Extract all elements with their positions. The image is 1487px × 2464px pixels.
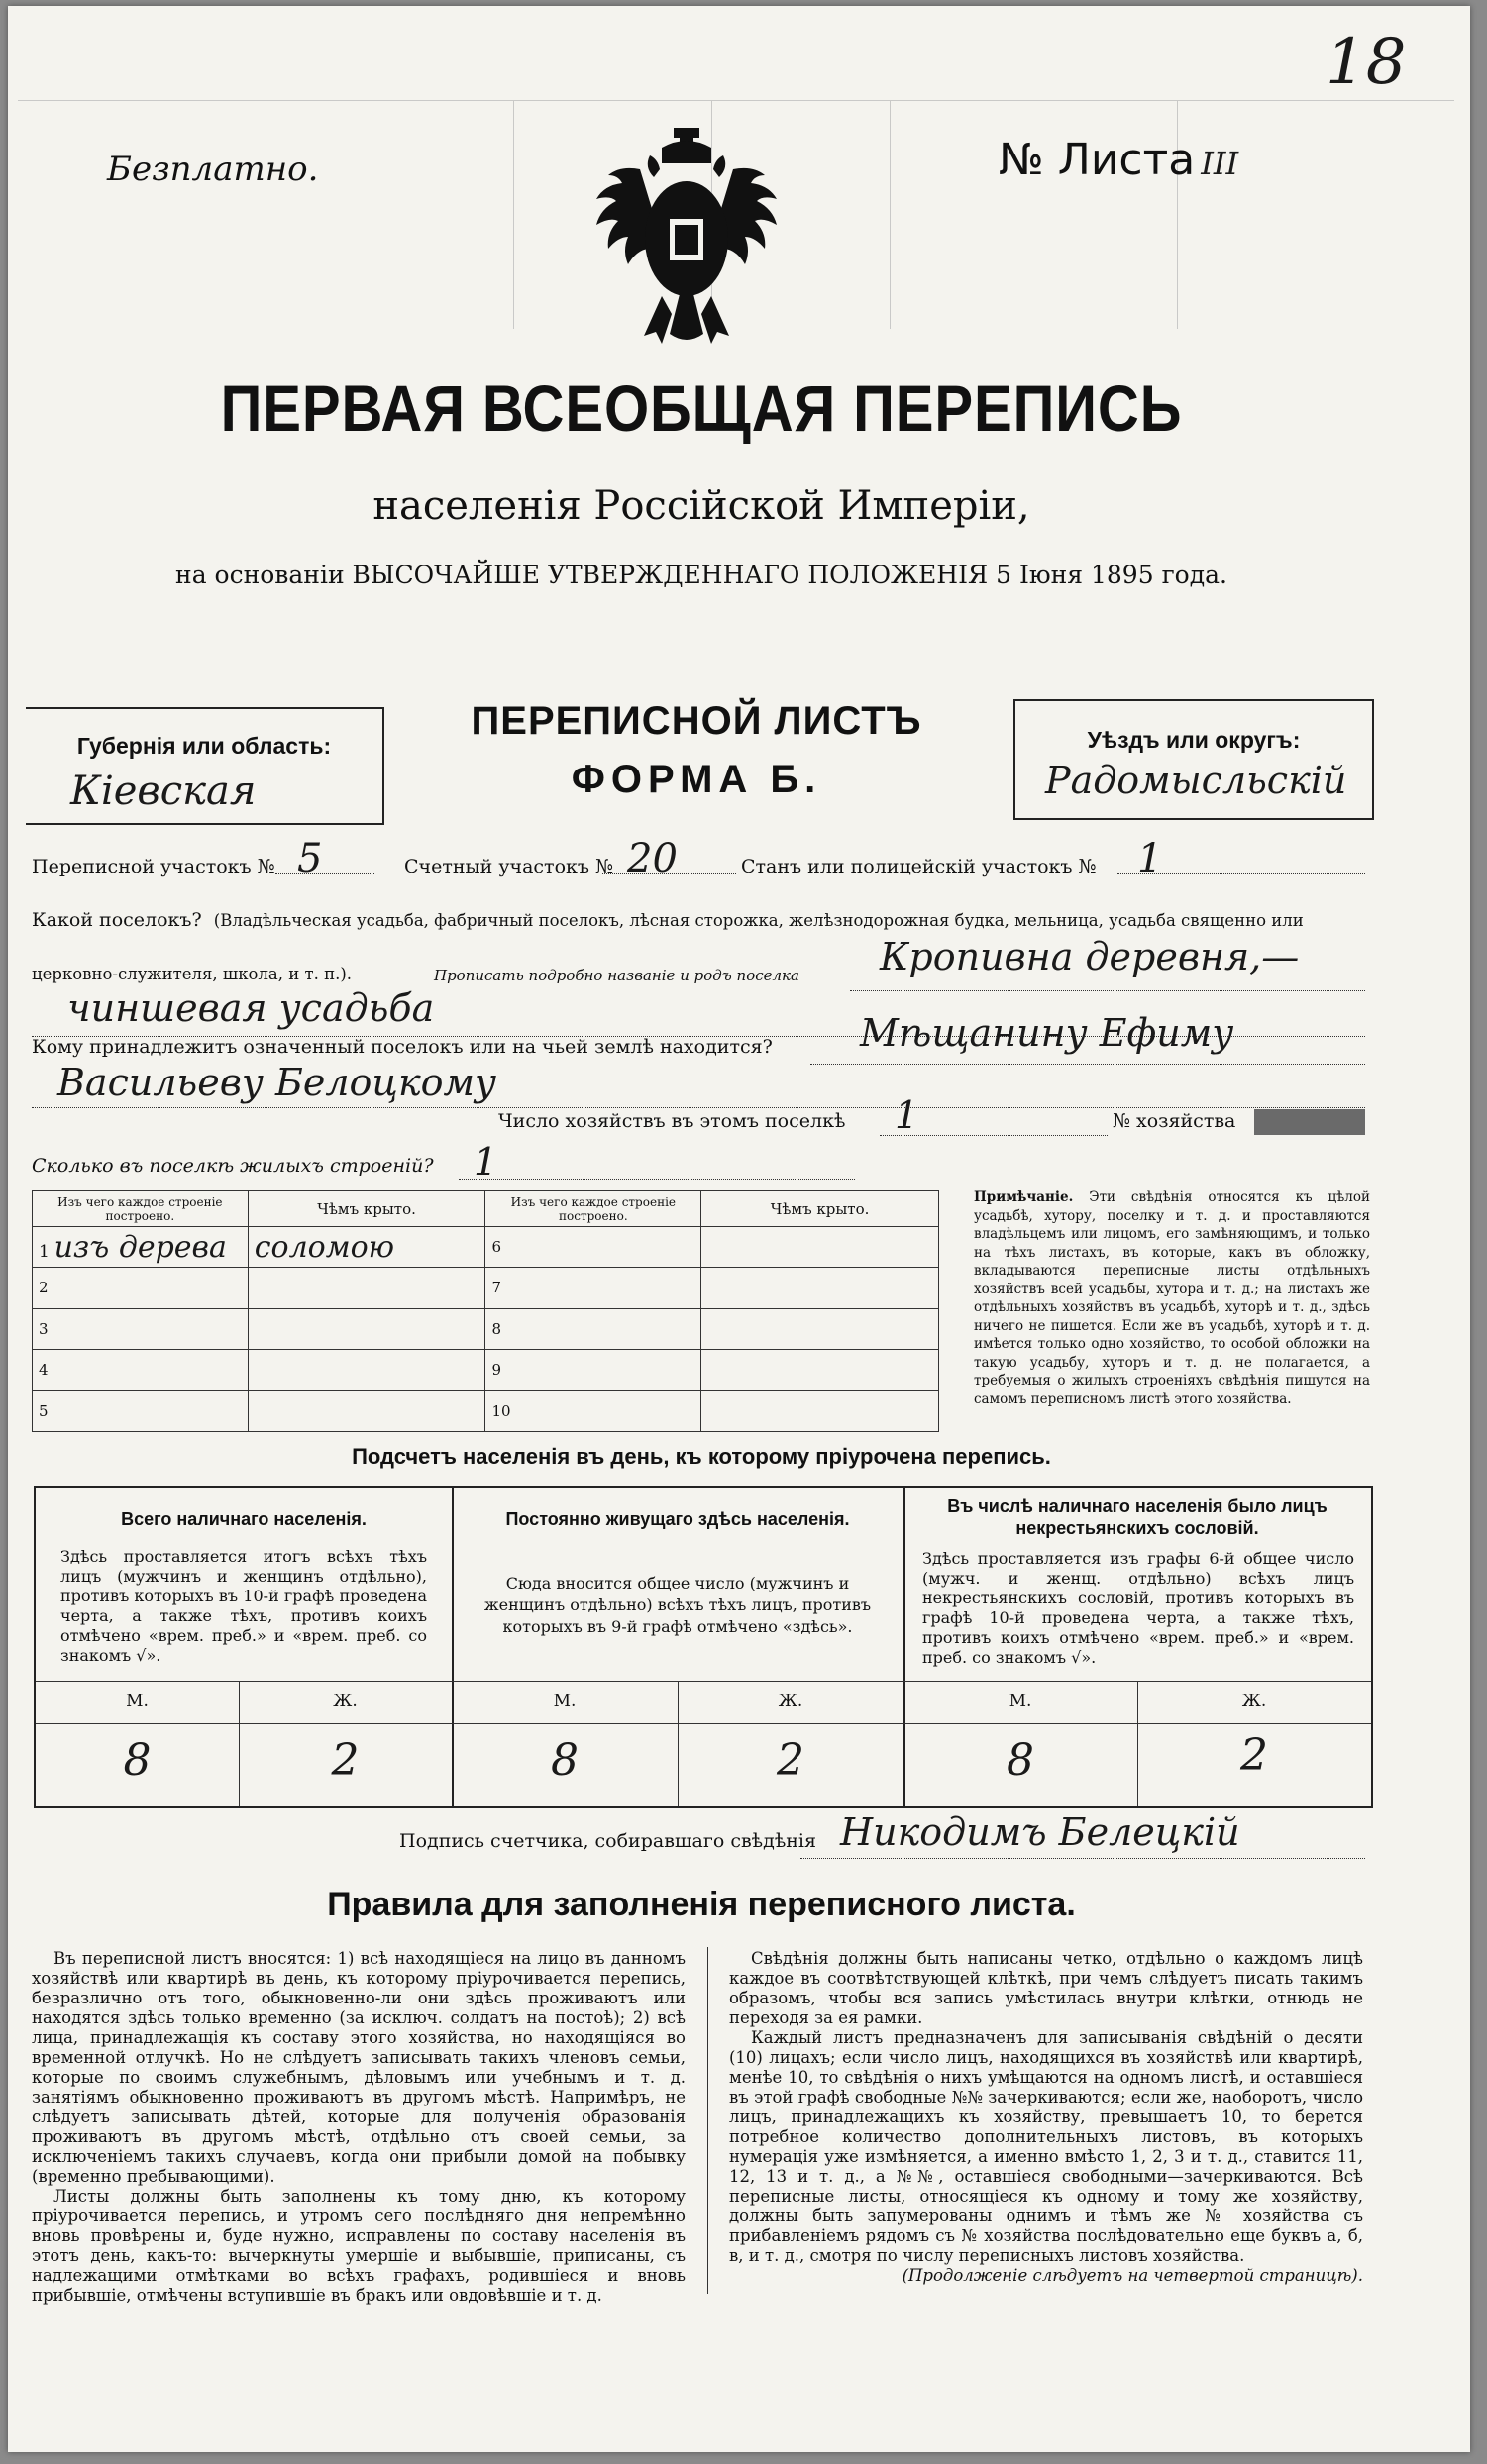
district-box	[1013, 699, 1374, 820]
total-present-female: 2	[331, 1735, 360, 1786]
col-built-from-2: Изъ чего каждое строеніе построено.	[485, 1191, 701, 1227]
non-peasant-female: 2	[1240, 1730, 1268, 1781]
col2-m-label: М.	[1009, 1692, 1032, 1711]
rules-divider	[707, 1947, 708, 2294]
col2-f-label: Ж.	[1241, 1692, 1267, 1711]
census-legal-basis: на основаніи ВЫСОЧАЙШЕ УТВЕРЖДЕННАГО ПОЛОЖЕНІЯ 5 Іюня 1895 года.	[175, 561, 1227, 589]
free-of-charge-label: Безплатно.	[107, 150, 319, 189]
total-present-desc: Здѣсь проставляется итогъ всѣхъ тѣхъ лицъ (мужчинъ и женщинъ отдѣльно), противъ которыхъ въ 10-й графѣ проведена черта, а также тѣхъ, противъ коихъ отмѣчено «врем. преб.» и «врем. преб. со знакомъ √».	[60, 1547, 427, 1665]
rules-title: Правила для заполненія переписного листа.	[327, 1886, 1076, 1923]
dwellings-label: Сколько въ поселкѣ жилыхъ строеній?	[32, 1155, 434, 1177]
households-value: 1	[895, 1093, 919, 1137]
col1-m-label: М.	[553, 1692, 577, 1711]
household-number-redacted	[1254, 1109, 1365, 1135]
total-present-male: 8	[123, 1735, 152, 1786]
form-type-title: ФОРМА Б.	[571, 758, 822, 801]
counting-section-value: 20	[627, 836, 678, 881]
buildings-table: Изъ чего каждое строеніе построено. Чѣмъ крыто. Изъ чего каждое строеніе построено. Чѣмъ крыто. 1 изъ дерева соломою 6 2 7 3 8 4 9 5 10	[32, 1190, 939, 1432]
counting-section-label: Счетный участокъ №	[404, 856, 613, 877]
non-peasant-header: Въ числѣ наличнаго населенія было лицъ некрестьянскихъ сословій.	[947, 1496, 1328, 1538]
census-form-page	[8, 6, 1470, 2452]
non-peasant-desc: Здѣсь проставляется изъ графы 6-й общее число (мужч. и женщ. отдѣльно) всѣхъ лицъ некрестьянскихъ сословій, противъ которыхъ въ графѣ 10-й проведена черта, а также тѣхъ, противъ коихъ отмѣчено «врем. преб.» и «врем. преб. со знакомъ √».	[922, 1549, 1354, 1667]
district-label: Уѣздъ или округъ:	[1087, 727, 1301, 753]
sheet-number-value: III	[1201, 145, 1239, 182]
settlement-value-line2: чиншевая усадьба	[67, 986, 435, 1030]
sheet-number-label: № Листа III	[999, 135, 1239, 185]
population-count-title: Подсчетъ населенія въ день, къ которому пріурочена перепись.	[352, 1444, 1051, 1469]
imperial-eagle-emblem	[583, 120, 791, 358]
household-number-label: № хозяйства	[1113, 1110, 1236, 1132]
enumerator-signature-value: Никодимъ Белецкій	[840, 1810, 1240, 1854]
police-section-value: 1	[1137, 836, 1163, 881]
province-box	[26, 707, 384, 825]
district-value: Радомысльскій	[1045, 759, 1347, 802]
form-sheet-title: ПЕРЕПИСНОЙ ЛИСТЪ	[471, 699, 922, 743]
permanent-resident-desc: Сюда вносится общее число (мужчинъ и женщинъ отдѣльно) всѣхъ тѣхъ лицъ, противъ которыхъ въ 9-й графѣ отмѣчено «здѣсь».	[483, 1574, 872, 1636]
province-value: Кіевская	[70, 769, 257, 814]
col1-f-label: Ж.	[778, 1692, 803, 1711]
police-section-label: Станъ или полицейскій участокъ №	[741, 856, 1097, 877]
non-peasant-male: 8	[1007, 1735, 1034, 1786]
total-present-header: Всего наличнаго населенія.	[121, 1509, 367, 1529]
census-subtitle: населенія Россійской Имперіи,	[372, 483, 1030, 529]
census-precinct-label: Переписной участокъ №	[32, 856, 275, 877]
owner-value-line1: Мѣщанину Ефиму	[860, 1011, 1234, 1055]
census-title: ПЕРВАЯ ВСЕОБЩАЯ ПЕРЕПИСЬ	[220, 371, 1183, 445]
col0-f-label: Ж.	[333, 1692, 358, 1711]
households-label: Число хозяйствъ въ этомъ поселкѣ	[498, 1110, 846, 1132]
col-built-from: Изъ чего каждое строеніе построено.	[33, 1191, 249, 1227]
rules-left-column: Въ переписной листъ вносятся: 1) всѣ находящіеся на лицо въ данномъ хозяйствѣ или квартирѣ въ день, къ которому пріурочивается перепись, безразлично отъ того, обыкновенно-ли они здѣсь проживаютъ или находятся здѣсь только временно (за исключ. солдатъ на постоѣ); 2) всѣ лица, принадлежащія къ составу этого хозяйства, но находящіяся во временной отлучкѣ. Но не слѣдуетъ записывать такихъ членовъ семьи, которые по своимъ служебнымъ, дѣловымъ или учебнымъ и т. д. занятіямъ обыкновенно проживаютъ въ другомъ мѣстѣ. Напримѣръ, не слѣдуетъ записывать дѣтей, которые для полученія образованія проживаютъ въ другомъ мѣстѣ, отдѣльно отъ своей семьи, за исключеніемъ такихъ случаевъ, когда они прибыли домой на побывку (временно пребывающими). Листы должны быть заполнены къ тому дню, къ которому пріурочивается перепись, и утромъ сего послѣдняго дня непремѣнно вновь провѣрены и, буде нужно, исправлены по составу населенія въ этотъ день, какъ-то: вычеркнуты умершіе и выбывшіе, приписаны, съ надлежащими отмѣтками во всѣхъ графахъ, родившіеся и вновь прибывшіе, отмѣчены вступившіе въ бракъ или овдовѣвшіе и т. д.	[32, 1949, 686, 2305]
permanent-resident-header: Постоянно живущаго здѣсь населенія.	[505, 1509, 850, 1529]
settlement-instruction: Прописать подробно названіе и родъ поселка	[434, 967, 799, 984]
owner-question: Кому принадлежитъ означенный поселокъ или на чьей землѣ находится?	[32, 1036, 773, 1058]
province-label: Губернія или область:	[76, 733, 332, 759]
settlement-hint-cont: церковно-служителя, школа, и т. п.).	[32, 965, 353, 983]
col-roofed-with-2: Чѣмъ крыто.	[701, 1191, 939, 1227]
rules-right-column: Свѣдѣнія должны быть написаны четко, отдѣльно о каждомъ лицѣ каждое въ соотвѣтствующей клѣткѣ, при чемъ слѣдуетъ писать такимъ образомъ, чтобы вся запись умѣстилась внутри клѣтки, отнюдь не переходя за ея рамки. Каждый листъ предназначенъ для записыванія свѣдѣній о десяти (10) лицахъ; если число лицъ, находящихся въ хозяйствѣ или квартирѣ, менѣе 10, то свѣдѣнія о нихъ умѣщаются на одномъ листѣ, и оставшіеся въ этой графѣ свободные №№ зачеркиваются; если же, наоборотъ, число лицъ, принадлежащихъ къ хозяйству, превышаетъ 10, то берется потребное количество дополнительныхъ листовъ, въ которыхъ нумерація уже измѣняется, а именно вмѣсто 1, 2, 3 и т. д., ставится 11, 12, 13 и т. д., а №№, оставшіеся свободными—зачеркиваются. Всѣ переписные листы, относящіеся къ одному и тому же хозяйству, должны быть запумерованы однимъ и тѣмъ же № хозяйства съ прибавленіемъ рядомъ съ № хозяйства послѣдовательно еще буквъ а, б, в, и т. д., смотря по числу переписныхъ листовъ хозяйства. (Продолженіе слѣдуетъ на четвертой страницѣ).	[729, 1949, 1363, 2285]
population-table	[34, 1486, 1373, 1808]
col0-m-label: М.	[126, 1692, 149, 1711]
building-1-material: изъ дерева	[53, 1229, 227, 1265]
page-folio-number: 18	[1326, 26, 1407, 99]
enumerator-signature-label: Подпись счетчика, собиравшаго свѣдѣнія	[399, 1830, 816, 1852]
permanent-male: 8	[551, 1735, 579, 1786]
owner-value-line2: Васильеву Белоцкому	[57, 1061, 497, 1104]
dwellings-value: 1	[474, 1140, 498, 1183]
buildings-note: Примѣчаніе. Эти свѣдѣнія относятся къ цѣлой усадьбѣ, хутору, поселку и т. д. и проставляются владѣльцемъ или лицомъ, его замѣняющимъ, и только на тѣхъ листахъ, въ которые, какъ въ обложку, вкладываются переписные листы отдѣльныхъ хозяйствъ всей усадьбы, хутора и т. д.; на листахъ же отдѣльныхъ хозяйствъ въ усадьбѣ, хуторѣ и т. д., здѣсь ничего не пишется. Если же въ усадьбѣ, хуторѣ и т. д. имѣется только одно хозяйство, то особой обложки на такую усадьбу, хуторъ и т. д. не полагается, а требуемыя о жилыхъ строеніяхъ свѣдѣнія пишутся на самомъ переписномъ листѣ этого хозяйства.	[974, 1189, 1370, 1407]
col-roofed-with: Чѣмъ крыто.	[248, 1191, 485, 1227]
form-title-block	[384, 699, 1009, 802]
building-1-roof: соломою	[254, 1229, 395, 1265]
census-precinct-value: 5	[297, 836, 323, 881]
permanent-female: 2	[777, 1735, 804, 1786]
settlement-value-line1: Кропивна деревня,—	[880, 935, 1300, 978]
settlement-question: Какой поселокъ? (Владѣльческая усадьба, фабричный поселокъ, лѣсная сторожка, желѣзнодорожная будка, мельница, усадьба священно или	[32, 909, 1304, 931]
